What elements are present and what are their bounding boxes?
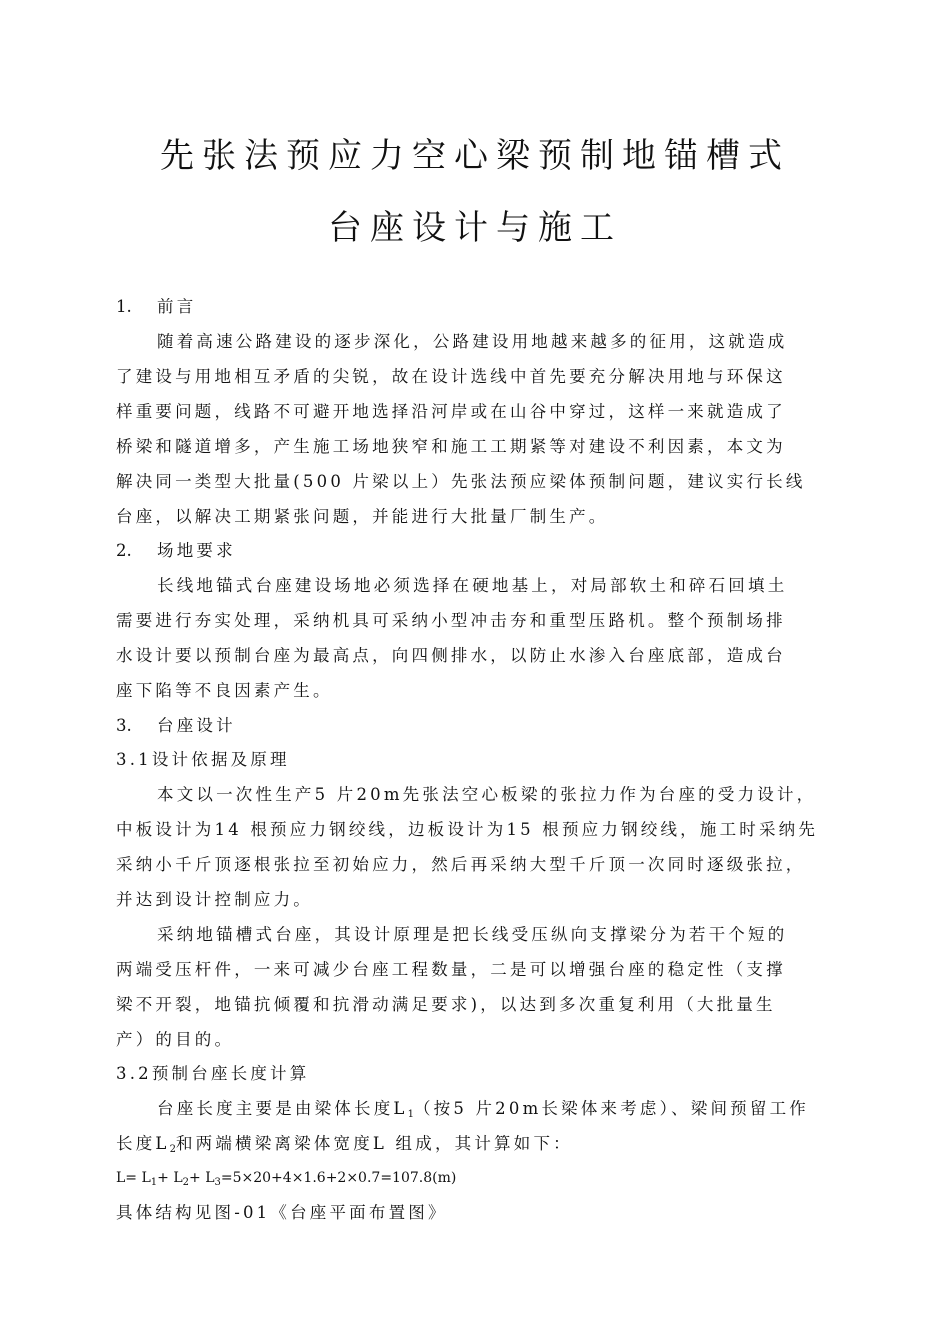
text-run: （按5 片20m长梁体来考虑）、梁间预留工作 xyxy=(413,1099,809,1118)
length-formula xyxy=(116,1168,836,1193)
subscript: 3 xyxy=(214,1177,221,1188)
section-1-heading xyxy=(116,297,836,317)
text-run: 和两端横梁离梁体宽度L 组成，其计算如下： xyxy=(175,1134,573,1153)
document-title-line-2: 台座设计与施工 xyxy=(328,208,622,248)
paragraph-line xyxy=(116,1134,836,1160)
section-number: 2. xyxy=(116,541,132,560)
paragraph-line: 解决同一类型大批量(500 片梁以上）先张法预应梁体预制问题，建议实行长线 xyxy=(116,472,806,491)
section-number: 1. xyxy=(116,297,132,316)
paragraph-line: 梁不开裂，地锚抗倾覆和抗滑动满足要求)，以达到多次重复利用（大批量生 xyxy=(116,995,776,1014)
paragraph-line: 产）的目的。 xyxy=(116,1030,235,1049)
section-title: 前言 xyxy=(157,297,197,316)
paragraph-line: 随着高速公路建设的逐步深化，公路建设用地越来越多的征用，这就造成 xyxy=(157,332,788,351)
paragraph-line: 桥梁和隧道增多，产生施工场地狭窄和施工工期紧等对建设不利因素，本文为 xyxy=(116,437,786,456)
paragraph-line: 座下陷等不良因素产生。 xyxy=(116,681,333,700)
text-run: + L xyxy=(157,1170,183,1186)
paragraph-line: 中板设计为14 根预应力钢绞线，边板设计为15 根预应力钢绞线，施工时采纳先 xyxy=(116,820,819,839)
paragraph-line: 采纳小千斤顶逐根张拉至初始应力，然后再采纳大型千斤顶一次同时逐级张拉， xyxy=(116,855,806,874)
paragraph-line: 台座，以解决工期紧张问题，并能进行大批量厂制生产。 xyxy=(116,507,609,526)
subscript: 2 xyxy=(182,1177,190,1188)
subsection-3-2-heading: 3.2预制台座长度计算 xyxy=(116,1064,310,1083)
figure-reference: 具体结构见图-01《台座平面布置图》 xyxy=(116,1203,448,1222)
section-3-heading xyxy=(116,716,836,736)
paragraph-line: 样重要问题，线路不可避开地选择沿河岸或在山谷中穿过，这样一来就造成了 xyxy=(116,402,786,421)
paragraph-line: 需要进行夯实处理，采纳机具可采纳小型冲击夯和重型压路机。整个预制场排 xyxy=(116,611,786,630)
text-run: + L xyxy=(189,1170,215,1186)
section-number: 3. xyxy=(116,716,132,735)
subscript: 2 xyxy=(169,1144,176,1155)
paragraph-line: 本文以一次性生产5 片20m先张法空心板梁的张拉力作为台座的受力设计， xyxy=(157,785,817,804)
paragraph-line: 采纳地锚槽式台座，其设计原理是把长线受压纵向支撑梁分为若干个短的 xyxy=(157,925,788,944)
text-run: 台座长度主要是由梁体长度L xyxy=(157,1099,408,1118)
text-run: =5×20+4×1.6+2×0.7=107.8(m) xyxy=(220,1170,457,1186)
paragraph-line: 并达到设计控制应力。 xyxy=(116,890,313,909)
subsection-3-1-heading: 3.1设计依据及原理 xyxy=(116,750,290,769)
paragraph-line: 水设计要以预制台座为最高点，向四侧排水，以防止水渗入台座底部，造成台 xyxy=(116,646,786,665)
section-2-heading xyxy=(116,541,836,561)
paragraph-line: 两端受压杆件，一来可减少台座工程数量，二是可以增强台座的稳定性（支撑 xyxy=(116,960,786,979)
subscript: 1 xyxy=(150,1177,158,1188)
paragraph-line: 长线地锚式台座建设场地必须选择在硬地基上，对局部软土和碎石回填土 xyxy=(157,576,788,595)
text-run: 长度L xyxy=(116,1134,170,1153)
paragraph-line xyxy=(157,1099,877,1125)
subscript: 1 xyxy=(407,1109,414,1120)
text-run: L= L xyxy=(116,1170,151,1186)
section-title: 台座设计 xyxy=(157,716,236,735)
paragraph-line: 了建设与用地相互矛盾的尖锐，故在设计选线中首先要充分解决用地与环保这 xyxy=(116,367,786,386)
section-title: 场地要求 xyxy=(157,541,236,560)
document-title-line-1: 先张法预应力空心梁预制地锚槽式 xyxy=(160,136,790,176)
